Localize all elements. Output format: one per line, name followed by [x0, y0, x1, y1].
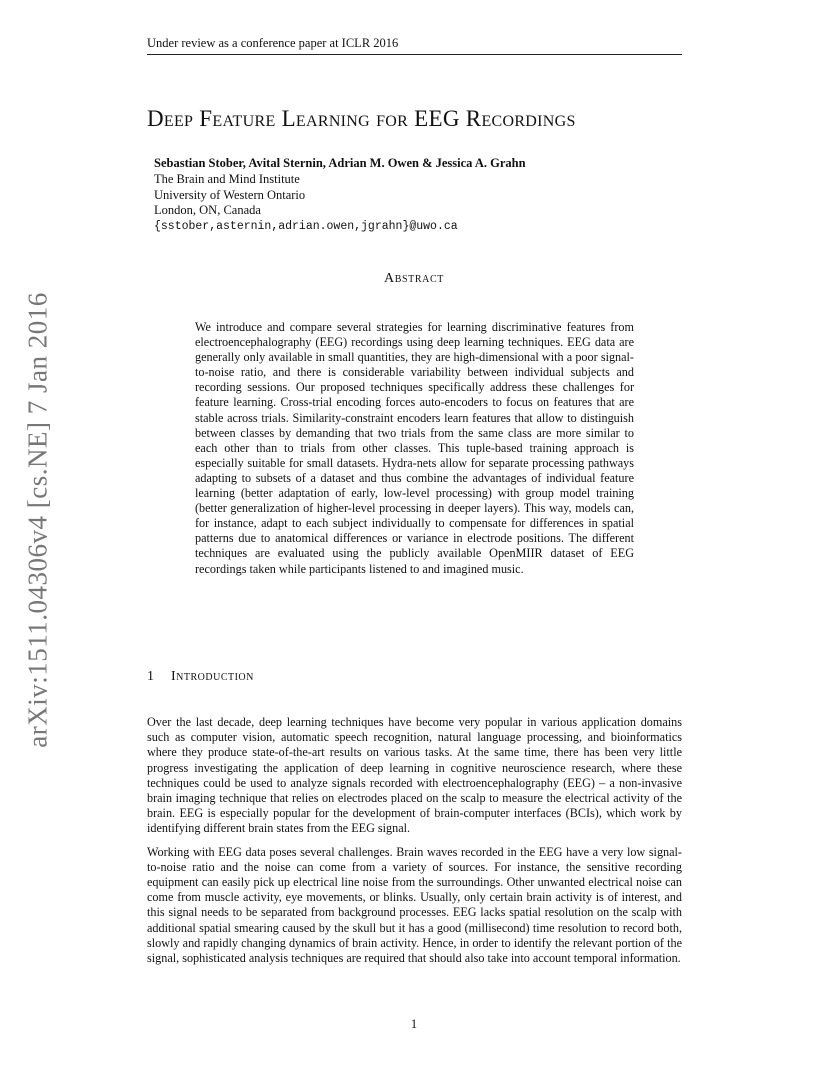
running-header: Under review as a conference paper at ICLR 2016	[147, 36, 682, 55]
author-block	[154, 156, 674, 235]
paragraph: Working with EEG data poses several challenges. Brain waves recorded in the EEG have a very low signal-to-noise ratio and the noise can come from a variety of sources. For instance, the sensitive recording equipment can easily pick up electrical line noise from the surroundings. Other unwanted electrical noise can come from muscle activity, eye movements, or blinks. Usually, only certain brain activity is of interest, and this signal needs to be separated from background processes. EEG lacks spatial resolution on the scalp with additional spatial smearing caused by the skull but it has a good (millisecond) time resolution to record both, slowly and rapidly changing dynamics of brain activity. Hence, in order to identify the relevant portion of the signal, sophisticated analysis techniques are required that should also take into account temporal information.	[147, 844, 682, 966]
affiliation-line: London, ON, Canada	[154, 203, 261, 218]
author-names: Sebastian Stober, Avital Sternin, Adrian M. Owen & Jessica A. Grahn	[154, 156, 526, 170]
introduction-body	[147, 715, 682, 974]
section-title: Introduction	[171, 669, 254, 684]
abstract-heading: Abstract	[384, 271, 444, 286]
section-number: 1	[147, 669, 155, 684]
paper-title: Deep Feature Learning for EEG Recordings	[147, 106, 576, 131]
author-email: {sstober,asternin,adrian.owen,jgrahn}@uwo.ca	[154, 220, 458, 234]
paragraph: Over the last decade, deep learning techniques have become very popular in various application domains such as computer vision, automatic speech recognition, natural language processing, and bioinformatics where they produce state-of-the-art results on various tasks. At the same time, there has been very little progress investigating the application of deep learning in cognitive neuroscience research, where these techniques could be used to analyze signals recorded with electroencephalography (EEG) – a non-invasive brain imaging technique that relies on electrodes placed on the scalp to measure the electrical activity of the brain. EEG is especially popular for the development of brain-computer interfaces (BCIs), which work by identifying different brain states from the EEG signal.	[147, 715, 682, 836]
affiliation-line: University of Western Ontario	[154, 187, 306, 202]
arxiv-identifier-stamp: arXiv:1511.04306v4 [cs.NE] 7 Jan 2016	[22, 292, 53, 748]
abstract-text: We introduce and compare several strategies for learning discriminative features from electroencephalography (EEG) recordings using deep learning techniques. EEG data are generally only available in small quantities, they are high-dimensional with a poor signal-to-noise ratio, and there is considerable variability between individual subjects and recording sessions. Our proposed techniques specifically address these challenges for feature learning. Cross-trial encoding forces auto-encoders to focus on features that are stable across trials. Similarity-constraint encoders learn features that allow to distinguish between classes by demanding that two trials from the same class are more similar to each other than to trials from other classes. This tuple-based training approach is especially suitable for small datasets. Hydra-nets allow for separate processing pathways adapting to subsets of a dataset and thus combine the advantages of individual feature learning (better adaptation of early, low-level processing) with group model training (better generalization of higher-level processing in deeper layers). This way, models can, for instance, adapt to each subject individually to compensate for differences in spatial patterns due to anatomical differences or variance in electrode positions. The different techniques are evaluated using the publicly available OpenMIIR dataset of EEG recordings taken while participants listened to and imagined music.	[195, 320, 634, 576]
section-heading-introduction	[147, 669, 254, 685]
affiliation-line: The Brain and Mind Institute	[154, 171, 300, 186]
page-number: 1	[410, 1017, 418, 1031]
